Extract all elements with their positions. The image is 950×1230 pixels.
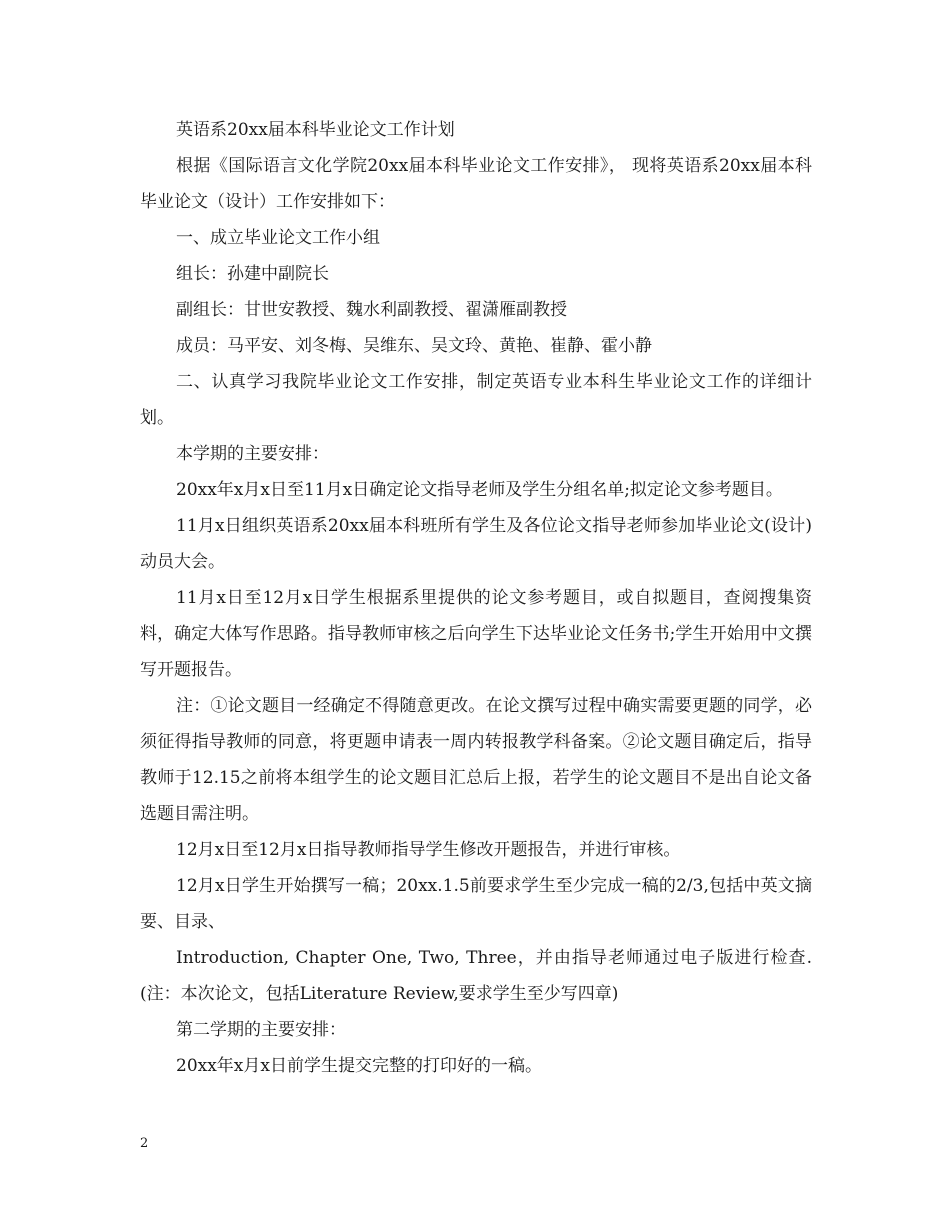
schedule-item: 11月x日组织英语系20xx届本科班所有学生及各位论文指导老师参加毕业论文(设计)动员大会。 — [140, 516, 812, 572]
schedule-item-continued: Introduction, Chapter One, Two, Three，并由指导老师通过电子版进行检查.(注：本次论文，包括Literature Review,要求学生至少写四章) — [140, 948, 812, 1004]
document-body — [140, 112, 812, 1084]
section-heading-2: 二、认真学习我院毕业论文工作安排，制定英语专业本科生毕业论文工作的详细计划。 — [140, 372, 812, 428]
schedule-item: 11月x日至12月x日学生根据系里提供的论文参考题目，或自拟题目，查阅搜集资料，确定大体写作思路。指导教师审核之后向学生下达毕业论文任务书;学生开始用中文撰写开题报告。 — [140, 588, 812, 680]
document-title: 英语系20xx届本科毕业论文工作计划 — [176, 120, 455, 140]
schedule-item: 20xx年x月x日至11月x日确定论文指导老师及学生分组名单;拟定论文参考题目。 — [176, 480, 783, 500]
semester-1-heading: 本学期的主要安排： — [176, 444, 329, 464]
note-paragraph: 注：①论文题目一经确定不得随意更改。在论文撰写过程中确实需要更题的同学，必须征得指导教师的同意，将更题申请表一周内转报教学科备案。②论文题目确定后，指导教师于12.15之前将本组学生的论文题目汇总后上报，若学生的论文题目不是出自论文备选题目需注明。 — [140, 696, 812, 824]
page-number: 2 — [140, 1136, 149, 1151]
schedule-item: 20xx年x月x日前学生提交完整的打印好的一稿。 — [176, 1056, 542, 1076]
schedule-item: 12月x日学生开始撰写一稿；20xx.1.5前要求学生至少完成一稿的2/3,包括中英文摘要、目录、 — [140, 876, 812, 932]
group-leader: 组长：孙建中副院长 — [176, 264, 329, 284]
section-heading-1: 一、成立毕业论文工作小组 — [176, 228, 380, 248]
intro-paragraph: 根据《国际语言文化学院20xx届本科毕业论文工作安排》， 现将英语系20xx届本科毕业论文（设计）工作安排如下： — [140, 156, 812, 212]
deputy-leaders: 副组长：甘世安教授、魏水利副教授、翟潇雁副教授 — [176, 300, 567, 320]
group-members: 成员：马平安、刘冬梅、吴维东、吴文玲、黄艳、崔静、霍小静 — [176, 336, 652, 356]
semester-2-heading: 第二学期的主要安排： — [176, 1020, 346, 1040]
schedule-item: 12月x日至12月x日指导教师指导学生修改开题报告，并进行审核。 — [176, 840, 681, 860]
